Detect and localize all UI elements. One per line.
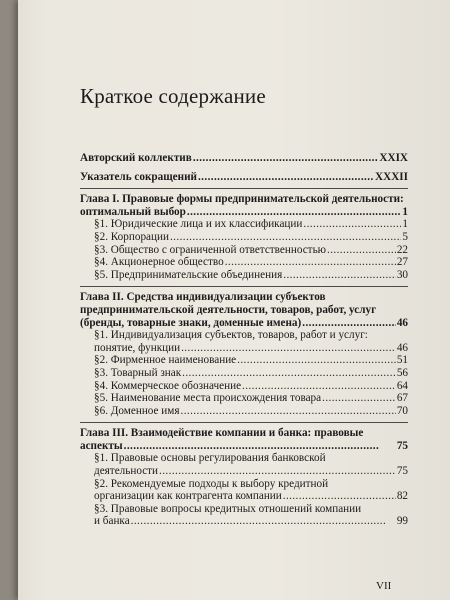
toc-entry-page: 5	[402, 230, 408, 243]
toc-entry-page: XXIX	[379, 152, 408, 164]
leader-dots	[181, 342, 396, 355]
toc-entry-page: 99	[396, 515, 408, 528]
toc-section-title: §1. Правовые основы регулирования банковской	[94, 452, 326, 465]
toc-entry-authors	[80, 152, 408, 165]
toc-chapter-3	[80, 427, 408, 452]
toc-entry-page: 46	[396, 341, 408, 354]
toc-chapter-title-cont: предпринимательской деятельности, товаров, работ, услуг	[80, 303, 377, 316]
toc-chapter-title: Глава II. Средства индивидуализации субъектов	[80, 291, 326, 304]
toc-section-title: §3. Правовые вопросы кредитных отношений компании	[94, 502, 362, 515]
toc-entry-page: 27	[396, 256, 408, 269]
toc-section-title: §1. Юридические лица и их классификации	[94, 218, 303, 231]
page-number: VII	[376, 580, 392, 592]
toc-section-title-cont: и банка	[94, 515, 130, 528]
toc-chapter-2	[80, 291, 408, 329]
toc-chapter-title-cont: (бренды, товарные знаки, доменные имена)	[80, 316, 302, 329]
toc-section-title-cont: понятие, функции	[94, 341, 181, 354]
section-divider	[80, 286, 408, 287]
toc-section-title: §4. Акционерное общество	[94, 256, 224, 269]
leader-dots	[302, 317, 396, 330]
toc-section-title: §6. Доменное имя	[94, 404, 180, 417]
toc-entry-title: Указатель сокращений	[80, 170, 197, 183]
toc-section	[80, 452, 408, 477]
toc-entry-page: 70	[396, 404, 408, 417]
toc-entry-page: 1	[402, 218, 408, 231]
toc-section	[80, 231, 408, 244]
leader-dots	[170, 231, 401, 244]
toc-section	[80, 354, 408, 367]
leader-dots	[237, 354, 396, 367]
leader-dots	[303, 218, 401, 231]
book-page	[18, 0, 450, 600]
toc-entry-page: 1	[402, 205, 408, 218]
leader-dots	[193, 152, 379, 165]
toc-entry-page: 82	[396, 490, 408, 503]
leader-dots	[124, 440, 396, 453]
leader-dots	[283, 490, 396, 503]
section-divider	[80, 188, 408, 189]
toc-section-title: §3. Товарный знак	[94, 366, 182, 379]
leader-dots	[322, 392, 396, 405]
toc-entry-page: 75	[396, 465, 408, 478]
leader-dots	[327, 244, 396, 257]
toc-section	[80, 380, 408, 393]
leader-dots	[242, 380, 396, 393]
toc-section-title: §4. Коммерческое обозначение	[94, 379, 242, 392]
toc-entry-page: XXXII	[375, 170, 408, 183]
table-of-contents	[80, 152, 408, 528]
toc-chapter-title-cont: аспекты	[80, 439, 123, 452]
toc-chapter-1	[80, 193, 408, 218]
section-divider	[80, 422, 408, 423]
toc-entry-page: 67	[396, 392, 408, 405]
leader-dots	[131, 515, 396, 528]
toc-section	[80, 392, 408, 405]
toc-entry-page: 56	[396, 366, 408, 379]
leader-dots	[159, 465, 396, 478]
toc-entry-page: 30	[396, 268, 408, 281]
toc-chapter-title: Глава III. Взаимодействие компании и банка: правовые	[80, 427, 364, 440]
toc-section-title: §5. Предпринимательские объединения	[94, 268, 283, 281]
toc-entry-page: 64	[396, 379, 408, 392]
toc-section-title: §2. Фирменное наименование	[94, 354, 237, 367]
toc-section-title-cont: деятельности	[94, 465, 159, 478]
toc-entry-page: 46	[396, 316, 408, 329]
leader-dots	[225, 256, 396, 269]
toc-section-title-cont: организации как контрагента компании	[94, 490, 282, 503]
toc-entry-page: 22	[396, 243, 408, 256]
toc-section-title: §5. Наименование места происхождения товара	[94, 392, 322, 405]
toc-section-title: §2. Рекомендуемые подходы к выбору кредитной	[94, 477, 329, 490]
toc-chapter-title: Глава I. Правовые формы предпринимательской деятельности:	[80, 193, 404, 206]
toc-section	[80, 269, 408, 282]
leader-dots	[283, 269, 396, 282]
toc-section-title: §3. Общество с ограниченной ответственностью	[94, 243, 327, 256]
toc-entry-page: 75	[396, 439, 408, 452]
leader-dots	[198, 171, 374, 184]
toc-entry-page: 51	[396, 354, 408, 367]
toc-section	[80, 405, 408, 418]
leader-dots	[182, 367, 396, 380]
toc-entry-title: Авторский коллектив	[80, 152, 192, 164]
toc-entry-abbreviations	[80, 171, 408, 184]
page-title: Краткое содержание	[80, 84, 266, 108]
toc-chapter-title-cont: оптимальный выбор	[80, 205, 186, 218]
toc-section-title: §1. Индивидуализация субъектов, товаров, работ и услуг:	[94, 329, 368, 342]
toc-section	[80, 367, 408, 380]
toc-section	[80, 478, 408, 503]
toc-section	[80, 329, 408, 354]
toc-section-title: §2. Корпорации	[94, 230, 169, 243]
toc-section	[80, 256, 408, 269]
leader-dots	[181, 405, 396, 418]
leader-dots	[187, 206, 402, 219]
toc-section	[80, 503, 408, 528]
toc-section	[80, 218, 408, 231]
toc-section	[80, 244, 408, 257]
